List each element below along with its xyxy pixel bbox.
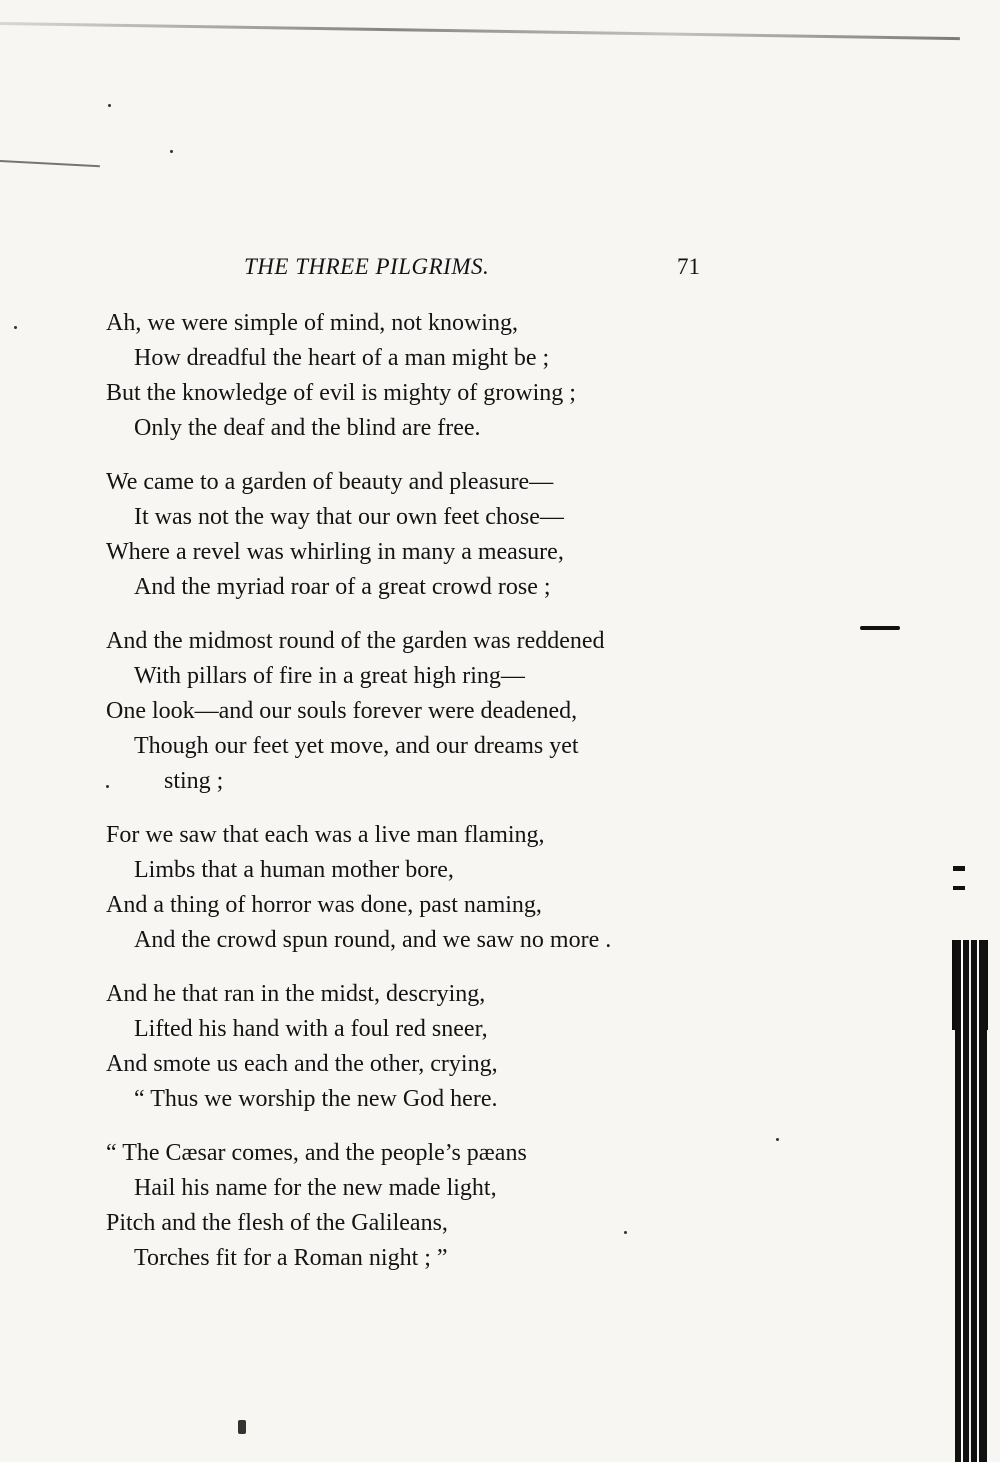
poem-line: But the knowledge of evil is mighty of growing ; xyxy=(106,380,576,406)
poem-line: And a thing of horror was done, past naming, xyxy=(106,892,542,918)
poem-line: For we saw that each was a live man flaming, xyxy=(106,822,545,848)
poem-line: How dreadful the heart of a man might be ; xyxy=(134,345,550,371)
running-title: THE THREE PILGRIMS. xyxy=(244,254,490,279)
poem-line: “ The Cæsar comes, and the people’s pæans xyxy=(106,1140,527,1166)
stanza xyxy=(106,306,726,446)
running-head xyxy=(240,254,700,286)
poem-line: Only the deaf and the blind are free. xyxy=(134,415,481,441)
poem-line: And the myriad roar of a great crowd rose ; xyxy=(134,574,551,600)
poem-line: sting ; xyxy=(164,768,224,794)
poem-line: Lifted his hand with a foul red sneer, xyxy=(134,1016,488,1042)
speck xyxy=(170,150,173,153)
poem-line: One look—and our souls forever were deadened, xyxy=(106,698,578,724)
scan-edge-line xyxy=(0,22,960,40)
poem-line: And he that ran in the midst, descrying, xyxy=(106,981,486,1007)
poem-line: Pitch and the flesh of the Galileans, xyxy=(106,1210,448,1236)
stanza xyxy=(106,465,726,605)
poem-line: Where a revel was whirling in many a measure, xyxy=(106,539,564,565)
poem-body xyxy=(106,306,726,1295)
poem-line: And the midmost round of the garden was reddened xyxy=(106,628,605,654)
poem-line: Ah, we were simple of mind, not knowing, xyxy=(106,310,518,336)
poem-line: Torches fit for a Roman night ; ” xyxy=(134,1245,448,1271)
poem-line: Limbs that a human mother bore, xyxy=(134,857,454,883)
stanza xyxy=(106,818,726,958)
ink-mark xyxy=(953,866,965,871)
poem-line: Hail his name for the new made light, xyxy=(134,1175,497,1201)
poem-line: And smote us each and the other, crying, xyxy=(106,1051,498,1077)
scan-edge-line-left xyxy=(0,160,100,167)
poem-line: It was not the way that our own feet chose— xyxy=(134,504,564,530)
speck xyxy=(14,326,17,329)
speck xyxy=(108,104,111,107)
speck xyxy=(238,1420,246,1434)
poem-line: Though our feet yet move, and our dreams yet xyxy=(134,733,579,759)
stanza xyxy=(106,624,726,799)
binding-edge xyxy=(955,940,987,1462)
poem-line: And the crowd spun round, and we saw no more . xyxy=(134,927,612,953)
ink-mark xyxy=(953,886,965,890)
stanza xyxy=(106,977,726,1117)
speck xyxy=(776,1138,779,1141)
poem-line: We came to a garden of beauty and pleasure— xyxy=(106,469,554,495)
poem-line: With pillars of fire in a great high ring— xyxy=(134,663,525,689)
page-number: 71 xyxy=(677,254,700,279)
ink-mark xyxy=(860,626,900,630)
stanza xyxy=(106,1136,726,1276)
poem-line: “ Thus we worship the new God here. xyxy=(134,1086,498,1112)
